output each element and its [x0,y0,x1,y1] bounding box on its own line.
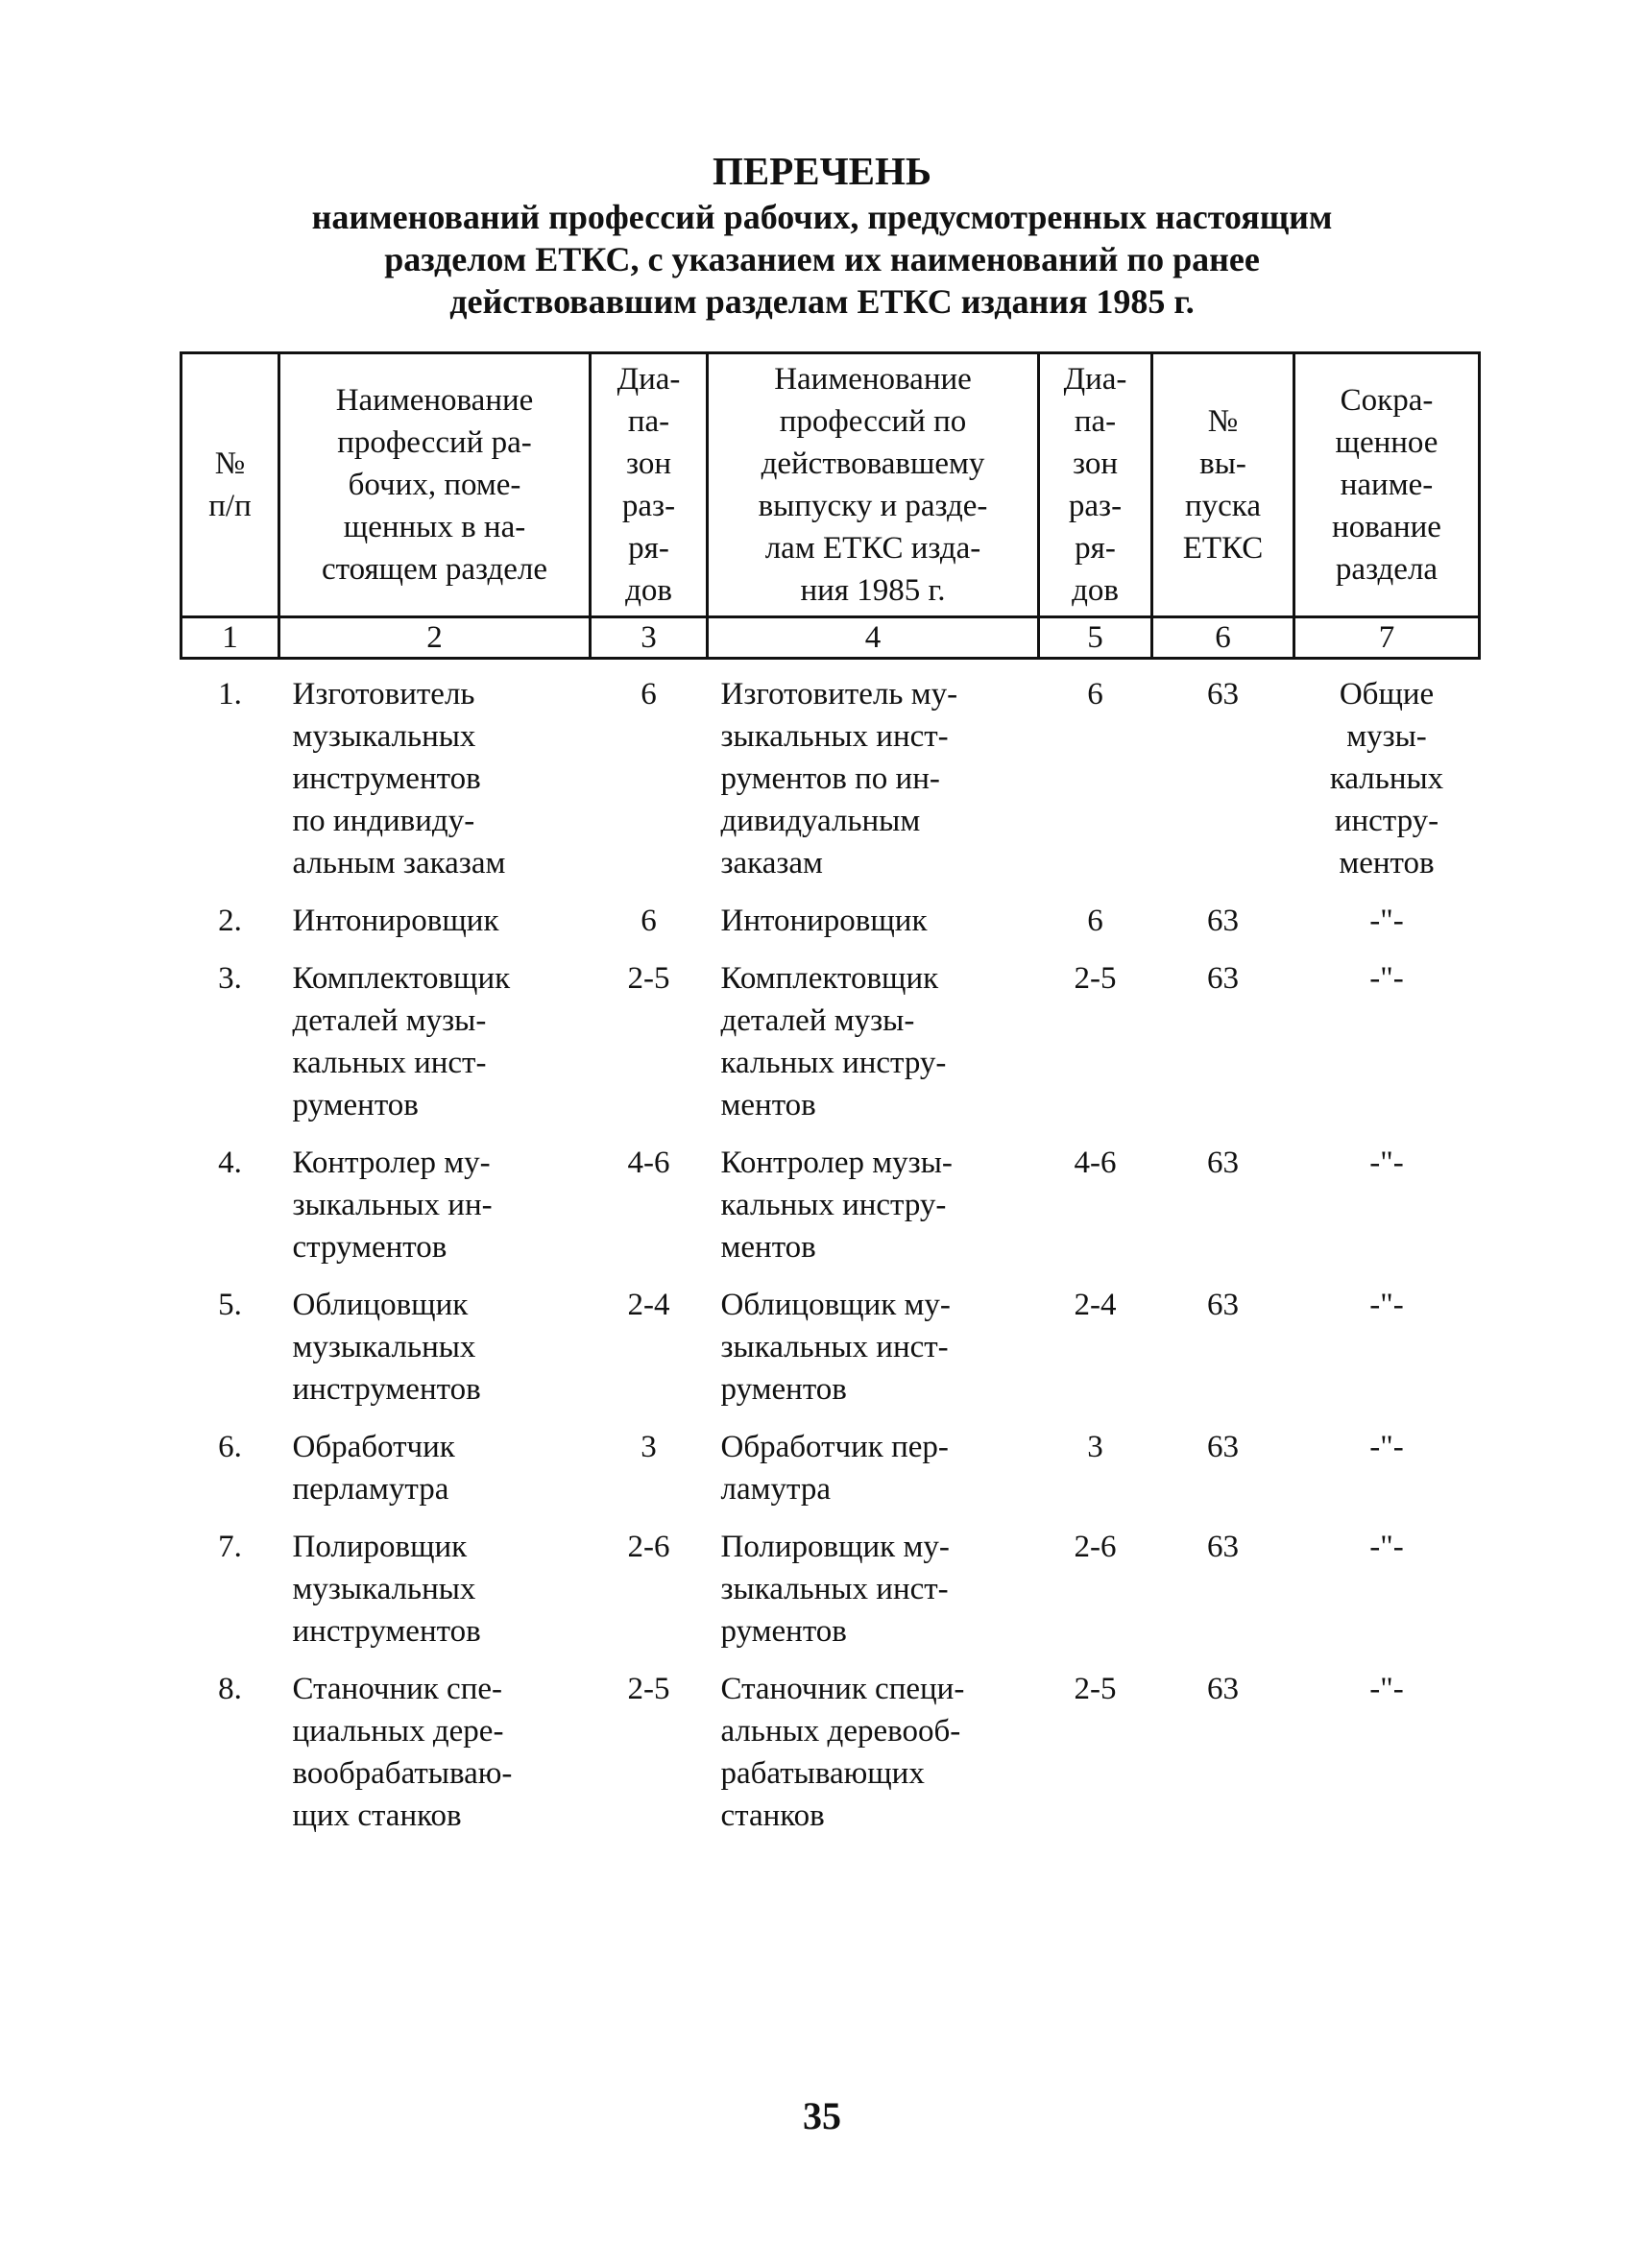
grade-range: 2-4 [627,1288,670,1322]
section-name-line: Общие [1339,677,1435,712]
header-line: пуска [1185,489,1261,523]
previous-grade-range: 2-4 [1074,1288,1117,1322]
column-number: 5 [1039,617,1152,659]
previous-profession-name-line: кальных инстру- [720,1188,947,1222]
profession-name-line: зыкальных ин- [292,1188,493,1222]
row-number: 3. [218,961,242,996]
profession-name-line: струментов [292,1230,447,1265]
header-issue-number [1152,353,1294,617]
issue-number: 63 [1207,961,1239,996]
previous-profession-name-line: рументов [720,1614,847,1649]
section-name-line: музы- [1346,719,1427,754]
profession-name [279,1276,591,1418]
header-line: ния 1985 г. [800,573,946,608]
header-line: Диа- [616,362,681,397]
section-name [1294,892,1480,950]
profession-name-line: Полировщик [292,1530,468,1564]
grade-range: 6 [641,904,657,938]
section-name [1294,1660,1480,1845]
previous-profession-name-line: станков [720,1798,825,1833]
section-name-line: -"- [1369,1288,1404,1322]
previous-profession-name-line: ламутра [720,1472,831,1507]
previous-profession-name-line: заказам [720,846,823,881]
profession-name [279,1518,591,1660]
issue-number: 63 [1207,1430,1239,1464]
header-line: раздела [1335,552,1438,587]
table-header [181,353,1480,659]
header-line: п/п [208,489,252,523]
table-row [181,1660,1480,1845]
previous-profession-name-line: Контролер музы- [720,1146,953,1180]
profession-name-line: музыкальных [292,1330,476,1364]
table-row [181,1418,1480,1518]
previous-grade-range: 2-5 [1074,1672,1117,1706]
profession-name [279,892,591,950]
issue-number: 63 [1207,904,1239,938]
profession-name-line: альным заказам [292,846,506,881]
header-line: бочих, поме- [348,468,521,502]
row-number: 2. [218,904,242,938]
header-line: нование [1332,510,1441,544]
header-previous-profession [708,353,1039,617]
previous-profession-name-line: зыкальных инст- [720,1572,949,1606]
previous-profession-name-line: Интонировщик [720,904,928,938]
section-name-line: -"- [1369,1530,1404,1564]
profession-name [279,659,591,893]
header-line: профессий ра- [337,425,532,460]
row-number: 6. [218,1430,242,1464]
header-current-profession [279,353,591,617]
header-line: Наименование [335,383,534,418]
previous-grade-range: 3 [1087,1430,1103,1464]
previous-profession-name [708,1134,1039,1276]
header-row [181,353,1480,617]
column-number: 3 [591,617,708,659]
previous-profession-name-line: кальных инстру- [720,1046,947,1080]
section-name [1294,1418,1480,1518]
profession-name-line: Обработчик [292,1430,455,1464]
previous-profession-name-line: деталей музы- [720,1003,915,1038]
previous-profession-name [708,950,1039,1134]
grade-range: 3 [641,1430,657,1464]
issue-number: 63 [1207,1288,1239,1322]
section-name-line: ментов [1339,846,1435,881]
profession-name-line: Изготовитель [292,677,475,712]
table-body [181,659,1480,1846]
grade-range: 2-5 [627,1672,670,1706]
header-line: № [214,446,246,481]
previous-profession-name-line: зыкальных инст- [720,1330,949,1364]
previous-profession-name-line: рабатывающих [720,1756,925,1791]
section-name-line: кальных [1329,761,1444,796]
profession-name-line: по индивиду- [292,804,475,838]
previous-profession-name-line: ментов [720,1088,816,1122]
previous-profession-name [708,659,1039,893]
row-number: 1. [218,677,242,712]
previous-profession-name [708,1418,1039,1518]
header-line: Сокра- [1340,383,1434,418]
profession-name-line: Контролер му- [292,1146,491,1180]
header-previous-grade-range [1039,353,1152,617]
profession-name-line: инструментов [292,1614,481,1649]
issue-number: 63 [1207,1672,1239,1706]
profession-name-line: перламутра [292,1472,449,1507]
row-number: 4. [218,1146,242,1180]
grade-range: 6 [641,677,657,712]
issue-number: 63 [1207,1146,1239,1180]
section-name [1294,659,1480,893]
profession-name-line: Облицовщик [292,1288,469,1322]
header-line: раз- [1068,489,1123,523]
previous-profession-name-line: ментов [720,1230,816,1265]
heading-line-2: разделом ЕТКС, с указанием их наименований по ранее [384,240,1260,278]
column-number: 1 [181,617,279,659]
table-row [181,1518,1480,1660]
previous-profession-name-line: Станочник специ- [720,1672,965,1706]
profession-name [279,1660,591,1845]
header-line: па- [627,404,670,439]
header-line: зон [625,446,671,481]
previous-profession-name-line: рументов [720,1372,847,1407]
column-number: 7 [1294,617,1480,659]
grade-range: 2-5 [627,961,670,996]
previous-grade-range: 4-6 [1074,1146,1117,1180]
previous-profession-name-line: Облицовщик му- [720,1288,951,1322]
header-line: вы- [1199,446,1246,481]
previous-profession-name-line: Обработчик пер- [720,1430,949,1464]
heading-line-3: действовавшим разделам ЕТКС издания 1985 г. [449,282,1195,321]
header-line: зон [1072,446,1118,481]
section-name [1294,1518,1480,1660]
section-name-line: -"- [1369,1430,1404,1464]
section-name-line: -"- [1369,904,1404,938]
profession-name-line: рументов [292,1088,419,1122]
header-line: стоящем разделе [321,552,547,587]
profession-name-line: музыкальных [292,1572,476,1606]
table-row [181,1276,1480,1418]
profession-name-line: музыкальных [292,719,476,754]
header-section-short-name [1294,353,1480,617]
header-number [181,353,279,617]
row-number: 8. [218,1672,242,1706]
grade-range: 2-6 [627,1530,670,1564]
header-line: па- [1074,404,1117,439]
profession-name-line: циальных дере- [292,1714,504,1749]
column-number: 4 [708,617,1039,659]
previous-profession-name-line: Комплектовщик [720,961,939,996]
header-line: ря- [1075,531,1116,566]
page-number: 35 [803,2094,841,2137]
previous-profession-name [708,1660,1039,1845]
column-number: 6 [1152,617,1294,659]
section-name-line: -"- [1369,1672,1404,1706]
header-line: Диа- [1063,362,1127,397]
table-row [181,892,1480,950]
previous-grade-range: 6 [1087,677,1103,712]
table-row [181,659,1480,893]
profession-name [279,1134,591,1276]
header-line: ЕТКС [1182,531,1264,566]
profession-name-line: Станочник спе- [292,1672,502,1706]
header-line: выпуску и разде- [758,489,988,523]
profession-name-line: Комплектовщик [292,961,511,996]
section-name-line: инстру- [1334,804,1439,838]
header-line: действовавшему [761,446,985,481]
previous-grade-range: 6 [1087,904,1103,938]
heading-line-1: наименований профессий рабочих, предусмотренных настоящим [311,198,1333,236]
header-line: лам ЕТКС изда- [764,531,981,566]
previous-grade-range: 2-5 [1074,961,1117,996]
profession-name-line: Интонировщик [292,904,499,938]
section-name-line: -"- [1369,1146,1404,1180]
header-line: дов [1072,573,1119,608]
header-line: № [1207,404,1239,439]
header-line: дов [625,573,672,608]
header-line: наиме- [1340,468,1434,502]
previous-profession-name-line: Изготовитель му- [720,677,958,712]
issue-number: 63 [1207,1530,1239,1564]
row-number: 7. [218,1530,242,1564]
profession-name-line: инструментов [292,1372,481,1407]
table-row [181,1134,1480,1276]
document-heading [173,146,1471,323]
header-line: профессий по [779,404,967,439]
profession-name-line: кальных инст- [292,1046,487,1080]
profession-name [279,950,591,1134]
header-line: ря- [628,531,669,566]
previous-profession-name-line: зыкальных инст- [720,719,949,754]
previous-profession-name [708,1276,1039,1418]
previous-profession-name-line: Полировщик му- [720,1530,950,1564]
professions-table [180,351,1481,1845]
previous-profession-name [708,1518,1039,1660]
header-line: Наименование [774,362,972,397]
previous-grade-range: 2-6 [1074,1530,1117,1564]
heading-title: ПЕРЕЧЕНЬ [712,149,932,193]
previous-profession-name-line: альных деревооб- [720,1714,961,1749]
previous-profession-name [708,892,1039,950]
column-number: 2 [279,617,591,659]
header-line: щенных в на- [343,510,526,544]
section-name [1294,950,1480,1134]
issue-number: 63 [1207,677,1239,712]
section-name [1294,1276,1480,1418]
table-row [181,950,1480,1134]
grade-range: 4-6 [627,1146,670,1180]
profession-name-line: деталей музы- [292,1003,487,1038]
previous-profession-name-line: дивидуальным [720,804,921,838]
section-name-line: -"- [1369,961,1404,996]
profession-name-line: инструментов [292,761,481,796]
header-grade-range [591,353,708,617]
previous-profession-name-line: рументов по ин- [720,761,940,796]
column-number-row [181,617,1480,659]
header-line: раз- [621,489,676,523]
profession-name-line: щих станков [292,1798,462,1833]
section-name [1294,1134,1480,1276]
row-number: 5. [218,1288,242,1322]
profession-name-line: вообрабатываю- [292,1756,513,1791]
profession-name [279,1418,591,1518]
header-line: щенное [1335,425,1438,460]
